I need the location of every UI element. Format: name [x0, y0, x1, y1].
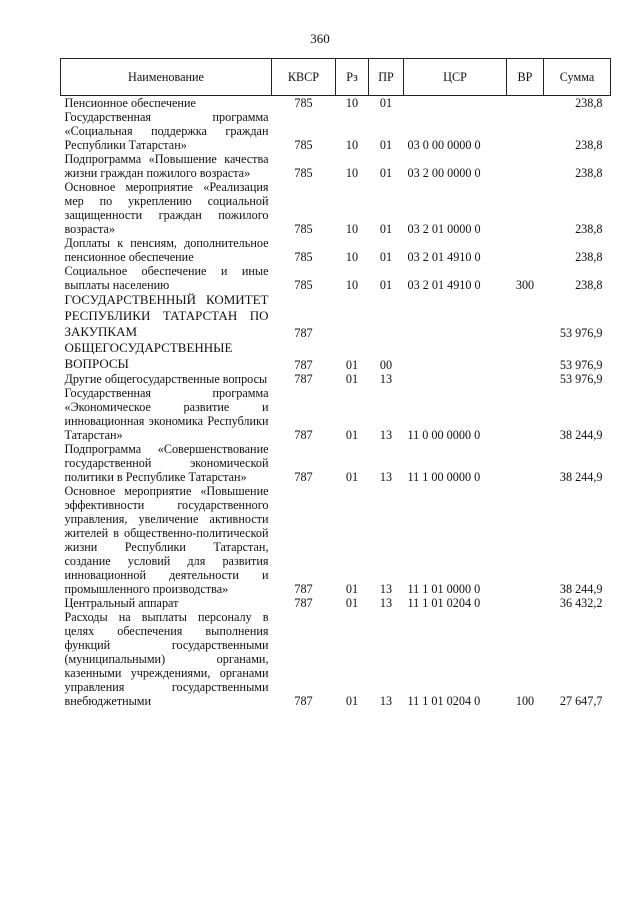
row-name: Доплаты к пенсиям, дополнительное пенсионное обеспечение — [64, 236, 269, 264]
row-pr: 01 — [379, 166, 393, 180]
row-sum: 27 647,7 — [559, 694, 603, 708]
row-csr — [404, 292, 507, 340]
row-name: Основное мероприятие «Реализация мер по укреплению социальной защищенности граждан пожилого возраста» — [64, 180, 269, 236]
table-row — [61, 610, 611, 708]
row-sum: 53 976,9 — [559, 372, 603, 386]
row-rz: 10 — [345, 250, 359, 264]
table-row — [61, 340, 611, 372]
row-pr: 13 — [379, 582, 393, 596]
row-pr: 00 — [379, 358, 393, 372]
row-kvsr: 787 — [294, 470, 313, 484]
header-vr: ВР — [507, 59, 544, 96]
row-rz: 10 — [345, 166, 359, 180]
row-pr: 01 — [379, 138, 393, 152]
row-name: Социальное обеспечение и иные выплаты населению — [64, 264, 269, 292]
row-name: Подпрограмма «Повышение качества жизни граждан пожилого возраста» — [64, 152, 269, 180]
table-row — [61, 372, 611, 386]
row-rz: 01 — [345, 470, 359, 484]
row-name: Государственная программа «Социальная поддержка граждан Республики Татарстан» — [64, 110, 269, 152]
row-name: Подпрограмма «Совершенствование государственной экономической политики в Республике Татарстан» — [64, 442, 269, 484]
row-csr — [404, 372, 507, 386]
row-kvsr: 787 — [294, 326, 313, 340]
row-sum: 38 244,9 — [559, 428, 603, 442]
row-pr: 13 — [379, 694, 393, 708]
table-row — [61, 180, 611, 236]
table-row — [61, 484, 611, 596]
budget-table — [60, 58, 611, 708]
row-sum: 53 976,9 — [559, 326, 603, 340]
row-kvsr: 785 — [294, 250, 313, 264]
header-csr: ЦСР — [404, 59, 507, 96]
table-row — [61, 96, 611, 111]
row-rz — [336, 292, 369, 340]
header-sum: Сумма — [544, 59, 611, 96]
row-rz: 10 — [345, 222, 359, 236]
row-sum: 38 244,9 — [559, 470, 603, 484]
row-pr: 01 — [379, 96, 393, 110]
row-rz: 01 — [345, 428, 359, 442]
table-header-row — [61, 59, 611, 96]
row-kvsr: 785 — [294, 138, 313, 152]
row-name: Другие общегосударственные вопросы — [64, 372, 268, 386]
header-pr: ПР — [369, 59, 404, 96]
row-sum: 238,8 — [575, 250, 603, 264]
row-sum: 238,8 — [575, 138, 603, 152]
row-vr — [507, 110, 544, 152]
row-kvsr: 787 — [294, 372, 313, 386]
row-rz: 01 — [345, 582, 359, 596]
row-csr: 11 1 01 0000 0 — [407, 582, 481, 596]
row-name: Государственная программа «Экономическое развитие и инновационная экономика Республики Татарстан» — [64, 386, 269, 442]
row-rz: 01 — [345, 358, 359, 372]
row-kvsr: 785 — [294, 278, 313, 292]
table-row — [61, 596, 611, 610]
table-row — [61, 152, 611, 180]
row-vr — [507, 340, 544, 372]
row-vr — [507, 372, 544, 386]
row-kvsr: 785 — [294, 166, 313, 180]
row-sum: 238,8 — [575, 222, 603, 236]
row-kvsr: 787 — [294, 694, 313, 708]
row-name: Расходы на выплаты персоналу в целях обеспечения выполнения функций государственными (муниципальными) органами, казенными учреждениями, органами управления государственными внебюджетными — [64, 610, 269, 708]
row-pr: 13 — [379, 470, 393, 484]
row-sum: 38 244,9 — [559, 582, 603, 596]
header-kvsr: КВСР — [272, 59, 336, 96]
row-kvsr: 785 — [294, 96, 313, 110]
row-kvsr: 787 — [294, 358, 313, 372]
row-pr: 13 — [379, 596, 393, 610]
row-csr: 11 1 01 0204 0 — [407, 596, 481, 610]
row-rz: 01 — [345, 694, 359, 708]
row-csr: 11 1 01 0204 0 — [407, 694, 481, 708]
row-vr: 300 — [515, 278, 535, 292]
header-rz: Рз — [336, 59, 369, 96]
row-pr: 01 — [379, 278, 393, 292]
row-vr — [507, 96, 544, 111]
row-vr — [507, 386, 544, 442]
row-rz: 01 — [345, 596, 359, 610]
row-vr — [507, 442, 544, 484]
row-pr: 01 — [379, 222, 393, 236]
row-rz: 01 — [345, 372, 359, 386]
row-sum: 36 432,2 — [559, 596, 603, 610]
row-vr: 100 — [515, 694, 535, 708]
row-name: Основное мероприятие «Повышение эффективности государственного управления, увеличение активности жителей в общественно-политической жизни Республики Татарстан, создание условий для развития инновационной деятельности и промышленного производства» — [64, 484, 269, 596]
row-kvsr: 787 — [294, 428, 313, 442]
row-kvsr: 785 — [294, 222, 313, 236]
row-vr — [507, 292, 544, 340]
row-csr: 03 2 01 4910 0 — [407, 250, 481, 264]
row-sum: 238,8 — [575, 166, 603, 180]
row-pr: 13 — [379, 428, 393, 442]
table-row — [61, 292, 611, 340]
row-pr: 01 — [379, 250, 393, 264]
table-row — [61, 264, 611, 292]
row-name: ОБЩЕГОСУДАРСТВЕННЫЕ ВОПРОСЫ — [64, 340, 233, 371]
row-csr: 11 1 00 0000 0 — [407, 470, 481, 484]
row-pr: 13 — [379, 372, 393, 386]
row-csr — [404, 96, 507, 111]
row-pr — [369, 292, 404, 340]
row-csr: 03 0 00 0000 0 — [407, 138, 481, 152]
row-csr: 03 2 00 0000 0 — [407, 166, 481, 180]
table-row — [61, 386, 611, 442]
row-kvsr: 787 — [294, 582, 313, 596]
row-vr — [507, 596, 544, 610]
page-number: 360 — [310, 31, 330, 46]
table-row — [61, 442, 611, 484]
row-csr: 03 2 01 0000 0 — [407, 222, 481, 236]
row-name: Пенсионное обеспечение — [64, 96, 196, 110]
row-rz: 10 — [345, 278, 359, 292]
row-csr: 03 2 01 4910 0 — [407, 278, 481, 292]
row-kvsr: 787 — [294, 596, 313, 610]
row-name: ГОСУДАРСТВЕННЫЙ КОМИТЕТ РЕСПУБЛИКИ ТАТАРСТАН ПО ЗАКУПКАМ — [64, 292, 269, 339]
row-sum: 238,8 — [575, 96, 603, 110]
row-vr — [507, 152, 544, 180]
table-row — [61, 110, 611, 152]
row-vr — [507, 236, 544, 264]
row-rz: 10 — [345, 138, 359, 152]
header-name: Наименование — [61, 59, 272, 96]
row-vr — [507, 180, 544, 236]
row-csr — [404, 340, 507, 372]
row-vr — [507, 484, 544, 596]
row-csr: 11 0 00 0000 0 — [407, 428, 481, 442]
row-name: Центральный аппарат — [64, 596, 179, 610]
row-sum: 53 976,9 — [559, 358, 603, 372]
table-row — [61, 236, 611, 264]
row-sum: 238,8 — [575, 278, 603, 292]
row-rz: 10 — [345, 96, 359, 110]
